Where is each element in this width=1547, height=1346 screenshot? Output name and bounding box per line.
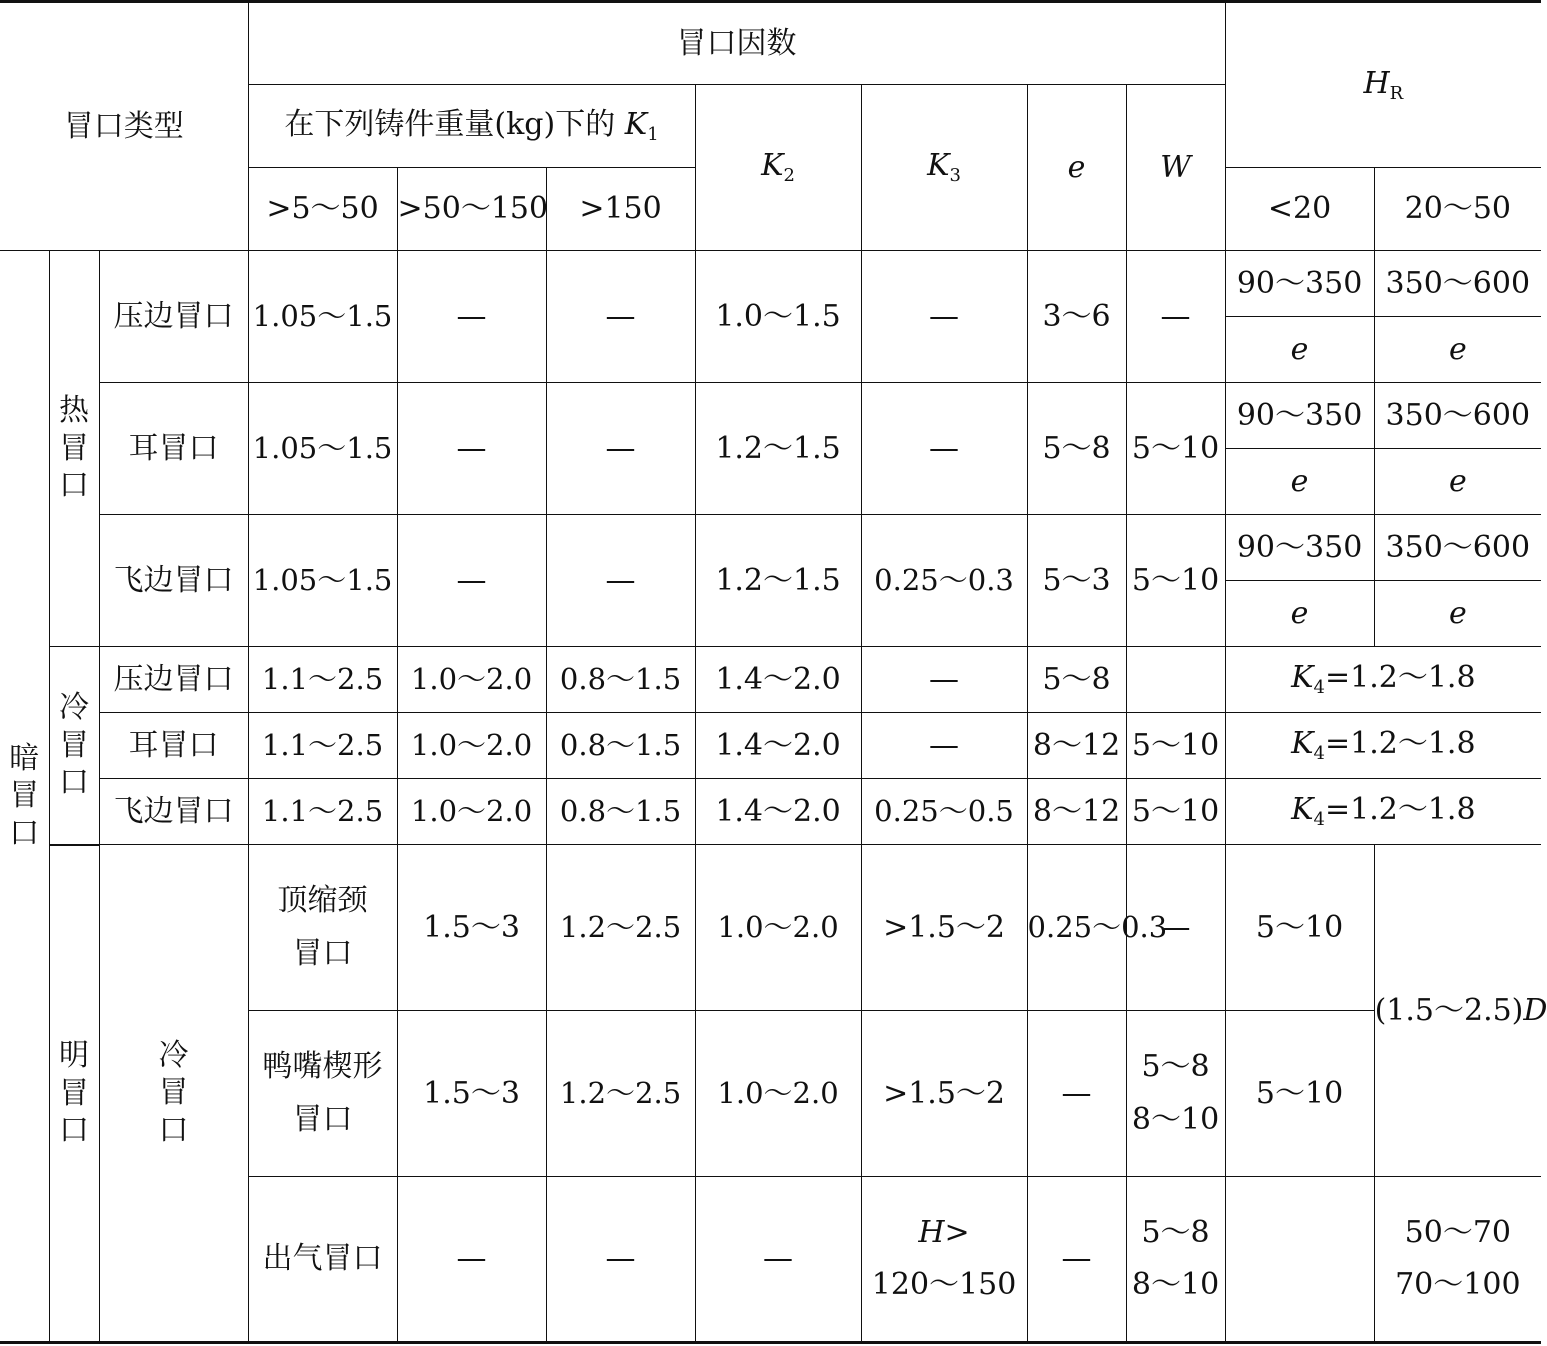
group-open-riser: 明 冒 口: [49, 845, 99, 1343]
table-row-name: 鸭嘴楔形 冒口: [248, 1011, 397, 1177]
cell-k1b: 1.0～2.0: [397, 647, 546, 713]
cell-hr-b-e: e: [1374, 317, 1541, 383]
cell-k3: —: [861, 383, 1027, 515]
cell-k1a: 1.1～2.5: [248, 713, 397, 779]
cell-k2: 1.2～1.5: [695, 515, 861, 647]
cell-k4: $K_4=1.2\sim 1.8$: [1225, 779, 1541, 845]
cell-k1a: 1.5～3: [397, 845, 546, 1011]
cell-k1c: 0.8～1.5: [546, 779, 695, 845]
cell-k1c: 0.8～1.5: [546, 713, 695, 779]
header-weight-2: >50～150: [397, 168, 546, 251]
cell-k1a: —: [397, 1177, 546, 1343]
table-row-name: 顶缩颈 冒口: [248, 845, 397, 1011]
cell-open-hr: (1.5～2.5)D: [1374, 845, 1541, 1177]
header-weight-1: >5～50: [248, 168, 397, 251]
cell-k1a: 1.1～2.5: [248, 779, 397, 845]
cell-k3: —: [861, 251, 1027, 383]
cell-hr-a-e: e: [1225, 581, 1374, 647]
cell-k1b: 1.0～2.0: [397, 713, 546, 779]
cell-vent-hr: 50～70 70～100: [1374, 1177, 1541, 1343]
cell-k1b: 1.0～2.0: [397, 779, 546, 845]
cell-w: 5～10: [1126, 779, 1225, 845]
cell-k1a: 1.1～2.5: [248, 647, 397, 713]
cell-k1c: —: [695, 1177, 861, 1343]
header-hr: $H_R$: [1225, 2, 1541, 168]
cell-k2: >1.5～2: [861, 1011, 1027, 1177]
cell-w: [1225, 1177, 1374, 1343]
cell-k2: >1.5～2: [861, 845, 1027, 1011]
cell-e: 3～6: [1027, 251, 1126, 383]
cell-e: 5～8: [1027, 647, 1126, 713]
header-weight-3: >150: [546, 168, 695, 251]
cell-k2: 1.4～2.0: [695, 779, 861, 845]
cell-hr-b: 350～600: [1374, 515, 1541, 581]
cell-k1b: 1.2～2.5: [546, 1011, 695, 1177]
cell-e: 8～12: [1027, 713, 1126, 779]
table-row-name: 耳冒口: [99, 383, 248, 515]
table-row-name: 压边冒口: [99, 647, 248, 713]
cell-k3: 0.25～0.3: [861, 515, 1027, 647]
cell-k1c: 0.8～1.5: [546, 647, 695, 713]
cell-k3: —: [861, 713, 1027, 779]
cell-hr-b: 350～600: [1374, 383, 1541, 449]
cell-hr-b-e: e: [1374, 581, 1541, 647]
cell-k1b: —: [397, 251, 546, 383]
header-e: e: [1027, 85, 1126, 251]
cell-k1a: 1.5～3: [397, 1011, 546, 1177]
cell-w: 5～10: [1225, 845, 1374, 1011]
cell-k1b: —: [397, 515, 546, 647]
cell-k1c: 1.0～2.0: [695, 1011, 861, 1177]
table-row-name: 飞边冒口: [99, 515, 248, 647]
group-blind-riser: 暗 冒 口: [0, 251, 49, 1343]
table-row-name: 出气冒口: [248, 1177, 397, 1343]
cell-hr-a: 90～350: [1225, 383, 1374, 449]
cell-k1c: —: [546, 383, 695, 515]
cell-k3: 0.25～0.5: [861, 779, 1027, 845]
cell-k1b: —: [546, 1177, 695, 1343]
cell-hr-b-e: e: [1374, 449, 1541, 515]
cell-k2: 1.2～1.5: [695, 383, 861, 515]
cell-k1c: —: [546, 251, 695, 383]
header-riser-factor: 冒口因数: [248, 2, 1225, 85]
cell-k1b: —: [397, 383, 546, 515]
cell-k1b: 1.2～2.5: [546, 845, 695, 1011]
cell-k2: 1.0～1.5: [695, 251, 861, 383]
cell-e: 5～3: [1027, 515, 1126, 647]
cell-k3: —: [861, 647, 1027, 713]
cell-hr-a: 90～350: [1225, 251, 1374, 317]
header-w: W: [1126, 85, 1225, 251]
header-k1-group: 在下列铸件重量(kg)下的 $K_1$: [248, 85, 695, 168]
cell-hr-b: 350～600: [1374, 251, 1541, 317]
cell-hr-a-e: e: [1225, 317, 1374, 383]
cell-w: —: [1126, 251, 1225, 383]
cell-k2: 1.4～2.0: [695, 713, 861, 779]
cell-k3: —: [1027, 1011, 1126, 1177]
cell-hr-a-e: e: [1225, 449, 1374, 515]
table-row-name: 耳冒口: [99, 713, 248, 779]
cell-k1c: 1.0～2.0: [695, 845, 861, 1011]
cell-e: 8～12: [1027, 779, 1126, 845]
cell-k1a: 1.05～1.5: [248, 515, 397, 647]
header-k2: $K_2$: [695, 85, 861, 251]
cell-e: 5～8 8～10: [1126, 1011, 1225, 1177]
cell-k2: H> 120～150: [861, 1177, 1027, 1343]
group-hot-riser: 热 冒 口: [49, 251, 99, 647]
cell-k2: 1.4～2.0: [695, 647, 861, 713]
header-riser-type: 冒口类型: [0, 2, 248, 251]
cell-w: 5～10: [1126, 713, 1225, 779]
cell-e: —: [1126, 845, 1225, 1011]
cell-hr-a: 90～350: [1225, 515, 1374, 581]
header-k3: $K_3$: [861, 85, 1027, 251]
cell-e: 5～8: [1027, 383, 1126, 515]
cell-k4: $K_4=1.2\sim 1.8$: [1225, 713, 1541, 779]
cell-w: [1126, 647, 1225, 713]
group-cold-open-riser: 冷 冒 口: [99, 845, 248, 1343]
table-row-name: 压边冒口: [99, 251, 248, 383]
cell-k1a: 1.05～1.5: [248, 383, 397, 515]
cell-k1a: 1.05～1.5: [248, 251, 397, 383]
cell-k3: —: [1027, 1177, 1126, 1343]
table-row-name: 飞边冒口: [99, 779, 248, 845]
cell-w: 5～10: [1225, 1011, 1374, 1177]
header-hr-2: 20～50: [1374, 168, 1541, 251]
cell-k3: 0.25～0.3: [1027, 845, 1126, 1011]
cell-e: 5～8 8～10: [1126, 1177, 1225, 1343]
group-cold-riser: 冷 冒 口: [49, 647, 99, 845]
cell-w: 5～10: [1126, 515, 1225, 647]
header-hr-1: <20: [1225, 168, 1374, 251]
cell-k1c: —: [546, 515, 695, 647]
cell-k4: $K_4=1.2\sim 1.8$: [1225, 647, 1541, 713]
cell-w: 5～10: [1126, 383, 1225, 515]
